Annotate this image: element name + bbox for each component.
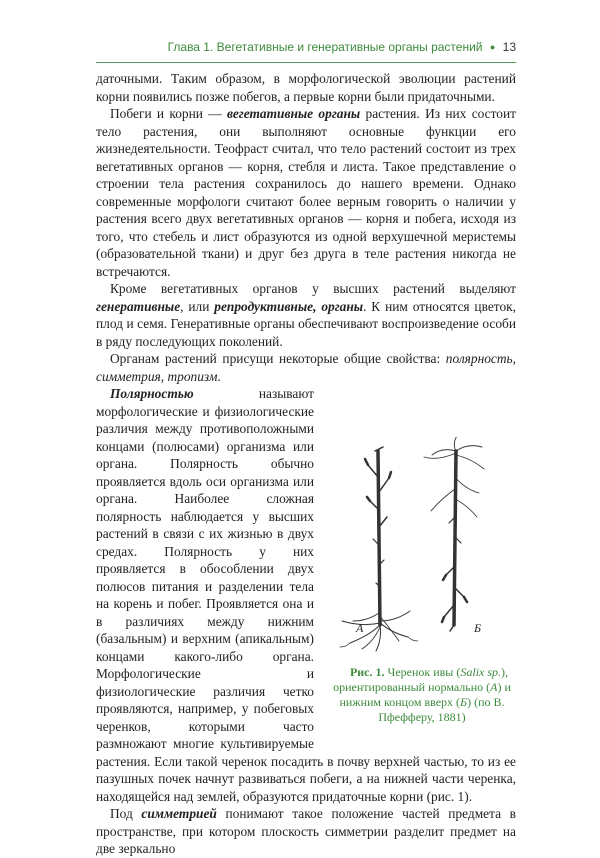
term-symmetry: симметрией <box>141 806 217 821</box>
cutting-a <box>340 447 418 651</box>
p3-mid: , или <box>180 298 215 314</box>
paragraph-2 <box>96 105 516 280</box>
p4-end: . <box>217 368 221 384</box>
caption-species: Salix sp. <box>460 665 502 679</box>
p4-start: Органам растений присущи некоторые общие свойства: <box>110 351 446 366</box>
term-vegetative-organs: вегетативные органы <box>227 106 361 121</box>
header-bullet: ● <box>489 42 496 52</box>
figure-1 <box>328 437 516 737</box>
running-header <box>96 40 516 58</box>
caption-label: Рис. 1. <box>349 665 385 679</box>
willow-cuttings-illustration <box>328 437 516 659</box>
body-text <box>96 70 516 858</box>
p2-start: Побеги и корни — <box>110 106 228 121</box>
label-a: А <box>356 621 364 635</box>
paragraph-6 <box>96 805 516 858</box>
label-b: Б <box>474 621 482 635</box>
paragraph-5 <box>96 385 516 805</box>
caption-a: А <box>490 680 498 694</box>
caption-mid2: ) и нижним концом вверх ( <box>339 680 511 709</box>
term-generative: генеративные <box>96 298 181 314</box>
figure-caption <box>328 665 516 725</box>
p3-rest: . К ним относятся цветок, плод и семя. Генеративные органы обеспечивают воспроизведение особи в ряду последующих поколений. <box>96 298 516 349</box>
cutting-b <box>424 437 484 631</box>
p6-start: Под <box>110 806 142 821</box>
term-reproductive-organs: репродуктивные, органы <box>214 298 364 314</box>
properties-list: полярность, симметрия, тропизм <box>96 351 516 384</box>
header-rule <box>96 62 516 63</box>
p6-rest: понимают такое положение частей предмета в пространстве, при котором плоскость симметрии разделит предмет на две зеркально <box>96 806 517 856</box>
p2-rest: растения. Из них состоит тело растения, они выполняют основные функции его жизнедеятельности. Теофраст считал, что тело растений состоит из трех вегетативных органов — корня, стебля и листа. Такое представление о строении тела растения сохранилось до нашего времени. Однако современные морфологи считают более верным говорить о наличии у растения всего двух вегетативных органов — корня и побега, исходя из того, что стебель и лист образуются из одной верхушечной меристемы (образовательной ткани) и друг без друга в теле растения никогда не встречаются. <box>96 106 517 279</box>
p3-start: Кроме вегетативных органов у высших растений выделяют <box>110 281 516 296</box>
caption-mid: ), ориентированный нормально ( <box>333 665 509 694</box>
caption-b: Б <box>460 695 468 709</box>
paragraph-4 <box>96 350 516 385</box>
term-polarity: Полярностью <box>110 386 194 401</box>
chapter-title: Глава 1. Вегетативные и генеративные органы растений <box>167 40 483 54</box>
page-number: 13 <box>502 40 516 54</box>
paragraph-1: даточными. Таким образом, в морфологической эволюции растений корни появились позже побегов, а первые корни были придаточными. <box>96 71 516 104</box>
paragraph-3 <box>96 280 516 350</box>
caption-end: ) (по В. Пфефферу, 1881) <box>378 695 505 724</box>
p5-rest: называют морфологические и физиологические различия между противоположными концами (полюсами) организма или органа. Полярность обычно проявляется вдоль оси организма или органа. Наиболее сложная полярность наблюдается у высших растений в связи с их жизнью в двух средах. Полярность у них проявляется в обособлении двух полюсов питания и разделении тела на корень и побег. Проявляется она и в различиях между нижним (базальным) и верхним (апикальным) концами какого-либо органа. Морфологические и физиологические различия четко проявляются, например, у побеговых черенков, которыми часто размножают многие культивируемые растения. Если такой черенок посадить в почву верхней частью, то из ее пазушных почек начнут развиваться побеги, а на нижней части черенка, находящейся над землей, образуются придаточные корни (рис. 1). <box>96 386 516 804</box>
caption-pre: Черенок ивы ( <box>384 665 461 679</box>
